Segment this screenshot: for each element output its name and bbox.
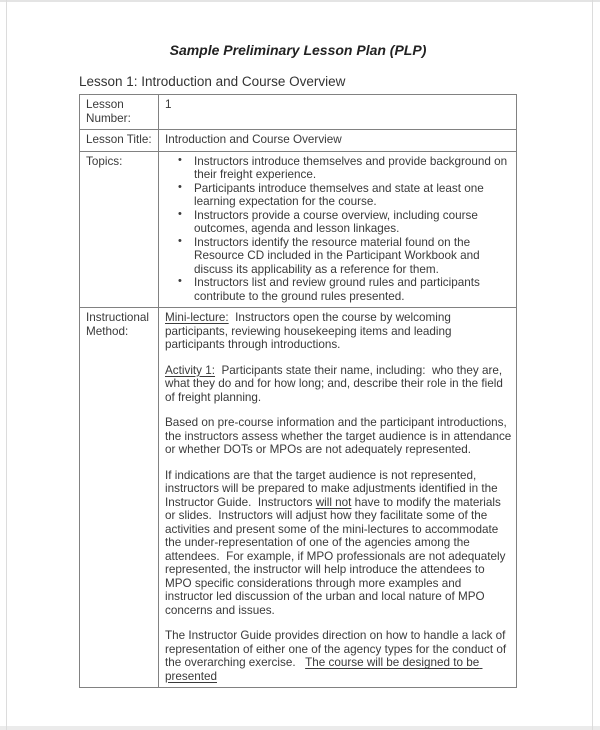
topic-bullet-item [165, 209, 512, 236]
page-edge-left [6, 0, 7, 730]
lesson-heading: Lesson 1: Introduction and Course Overview [79, 74, 346, 89]
underlined-text: Activity 1: [165, 363, 216, 377]
paragraph-text: Based on pre-course information and the participant introductions, the instructors assess whether the target audience is in attendance or whether DOTs or MPOs are not adequately represented. [165, 416, 515, 456]
topics-label: Topics: [80, 151, 159, 308]
lesson-title-value: Introduction and Course Overview [159, 130, 517, 152]
document-page [79, 36, 517, 688]
topics-cell [159, 151, 517, 308]
bullet-icon: • [178, 180, 182, 193]
bullet-icon: • [178, 275, 182, 287]
topics-list [165, 155, 512, 304]
instructional-method-cell [159, 308, 517, 688]
bullet-text: Participants introduce themselves and state at least one learning expectation for the course. [194, 181, 484, 208]
page-edge-right [592, 0, 593, 730]
method-paragraph [165, 311, 512, 352]
paragraph-text: If indications are that the target audience is not represented, instructors will be prepared to make adjustments identified in the Instructor Guide. Instructors [165, 468, 501, 509]
page-edge-top [0, 0, 600, 2]
lesson-plan-table [79, 94, 517, 688]
topic-bullet-item [165, 276, 512, 303]
bullet-text: Instructors list and review ground rules and participants contribute to the ground rules presented. [194, 276, 480, 303]
method-paragraph [165, 629, 512, 683]
lesson-number-value: 1 [159, 95, 517, 130]
topic-bullet-item [165, 155, 512, 182]
bullet-icon: • [178, 153, 182, 166]
paragraph-text: have to modify the materials or slides. Instructors will adjust how they facilitate some of the activities and present some of the mini-lectures to accommodate the under-representation of one of the agencies among the attendees. For example, if MPO professionals are not adequately represented, the instructor will help introduce the attendees to MPO specific considerations through more examples and instructor led discussion of the urban and local nature of MPO concerns and issues. [165, 495, 509, 617]
method-paragraph [165, 364, 512, 405]
bullet-text: Instructors identify the resource material found on the Resource CD included in the Participant Workbook and discuss its applicability as a reference for them. [194, 235, 480, 276]
lesson-number-label: Lesson Number: [80, 95, 159, 130]
instructional-method-label: Instructional Method: [80, 308, 159, 688]
method-paragraph [165, 416, 515, 457]
topic-bullet-item [165, 236, 512, 277]
method-paragraph [165, 469, 512, 618]
topic-bullet-item [165, 182, 512, 209]
underlined-text: will not [315, 495, 352, 509]
lesson-title-label: Lesson Title: [80, 130, 159, 152]
table-row [80, 95, 517, 130]
bullet-text: Instructors provide a course overview, including course outcomes, agenda and lesson linkages. [194, 208, 478, 235]
underlined-text: The course will be designed to be presented [165, 656, 483, 683]
page-edge-bottom [0, 726, 600, 730]
document-title: Sample Preliminary Lesson Plan (PLP) [169, 42, 427, 58]
paragraph-text: The Instructor Guide provides direction on how to handle a lack of representation of either one of the agency types for the conduct of the overarching exercise. [165, 629, 510, 669]
underlined-text: Mini-lecture: [165, 311, 229, 324]
bullet-icon: • [178, 207, 182, 220]
bullet-text: Instructors introduce themselves and provide background on their freight experience. [194, 154, 508, 181]
instructional-method-content [165, 311, 515, 683]
paragraph-text: Participants state their name, including: who they are, what they do and for how long; and, describe their role in the field of freight planning. [165, 363, 507, 404]
table-row [80, 308, 517, 688]
table-row [80, 151, 517, 308]
table-row [80, 130, 517, 152]
bullet-icon: • [178, 234, 182, 247]
paragraph-text: Instructors open the course by welcoming participants, reviewing housekeeping items and leading participants through introductions. [165, 311, 455, 351]
